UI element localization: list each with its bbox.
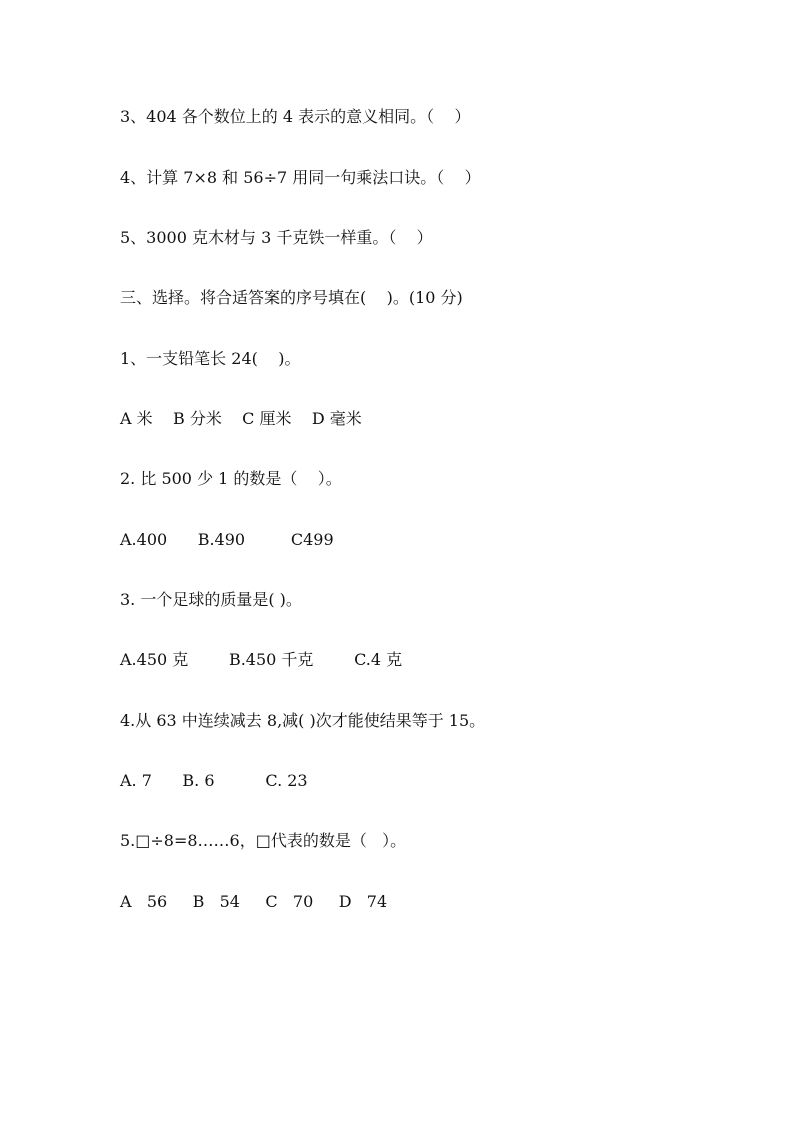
question-2: 2. 比 500 少 1 的数是（ ）。 bbox=[120, 469, 342, 488]
question-5: 5.□÷8=8……6，□代表的数是（ ）。 bbox=[120, 831, 407, 850]
line-judge-3: 3、404 各个数位上的 4 表示的意义相同。（ ） bbox=[120, 107, 471, 126]
options-1: A 米 B 分米 C 厘米 D 毫米 bbox=[120, 409, 362, 428]
line-judge-5: 5、3000 克木材与 3 千克铁一样重。（ ） bbox=[120, 228, 433, 247]
question-4: 4.从 63 中连续减去 8,减( )次才能使结果等于 15。 bbox=[120, 711, 486, 730]
question-1: 1、一支铅笔长 24( )。 bbox=[120, 349, 301, 368]
line-judge-4: 4、计算 7×8 和 56÷7 用同一句乘法口诀。（ ） bbox=[120, 168, 481, 187]
options-4: A. 7 B. 6 C. 23 bbox=[120, 771, 308, 790]
section-heading-choice: 三、选择。将合适答案的序号填在( )。(10 分) bbox=[120, 288, 463, 307]
options-5: A 56 B 54 C 70 D 74 bbox=[120, 892, 388, 911]
options-2: A.400 B.490 C499 bbox=[120, 530, 334, 549]
options-3: A.450 克 B.450 千克 C.4 克 bbox=[120, 650, 403, 669]
question-3: 3. 一个足球的质量是( )。 bbox=[120, 590, 302, 609]
